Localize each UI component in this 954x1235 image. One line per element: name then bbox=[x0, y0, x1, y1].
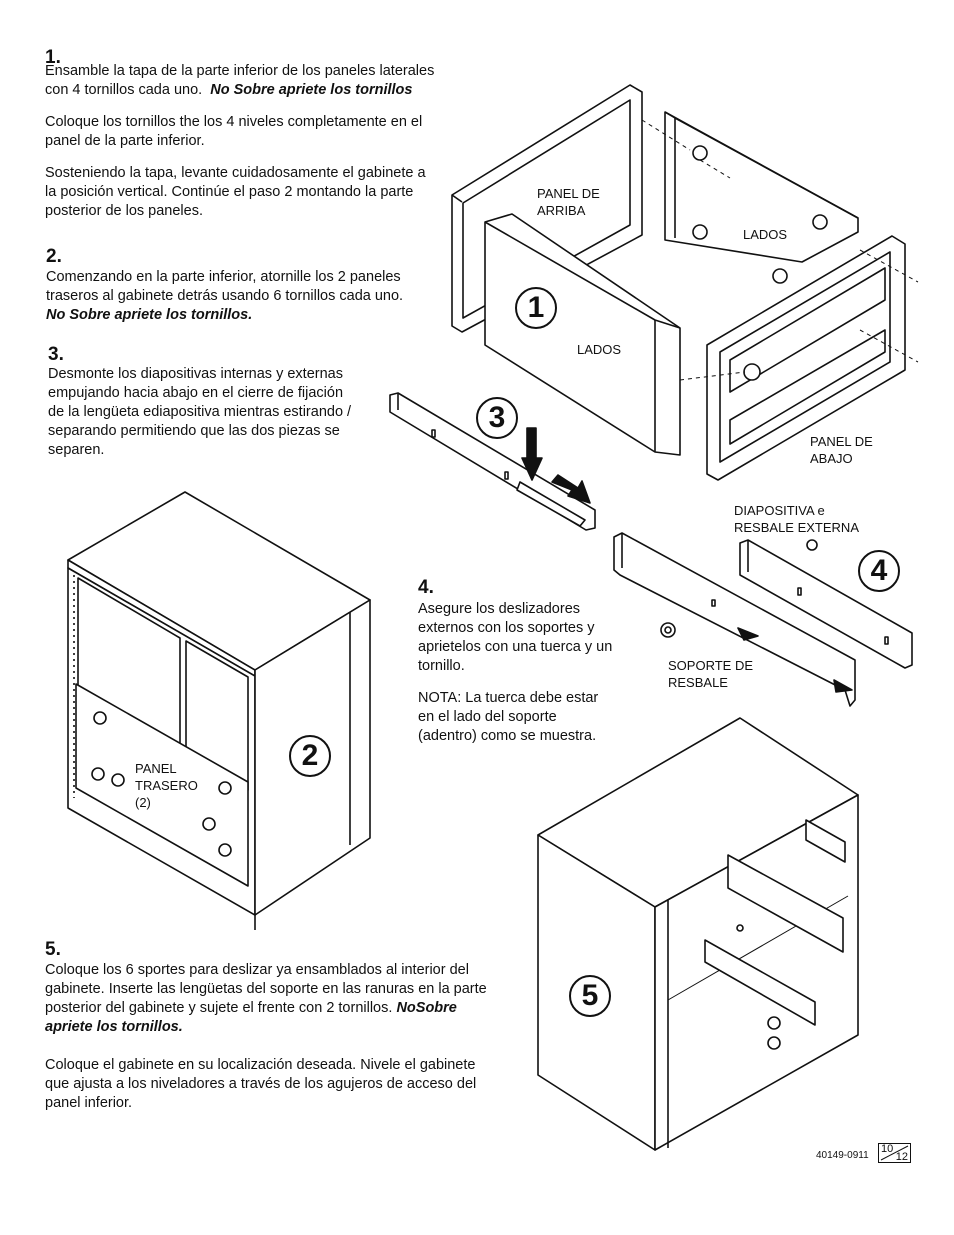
step-5-number: 5. bbox=[45, 939, 61, 960]
step-5-para-2: Coloque el gabinete en su localización deseada. Nivele el gabinete que ajusta a los niveladores a través de los agujeros de acceso del panel inferior. bbox=[45, 1057, 477, 1111]
step-4-para-2: NOTA: La tuerca debe estar en el lado del soporte (adentro) como se muestra. bbox=[418, 690, 599, 744]
step-1-para-3: Sosteniendo la tapa, levante cuidadosamente el gabinete a la posición vertical. Continúe el paso 2 montando la parte posterior de los paneles. bbox=[45, 165, 426, 219]
step-2-number: 2. bbox=[46, 246, 62, 267]
step-4-number: 4. bbox=[418, 577, 434, 598]
step-3-number: 3. bbox=[48, 344, 64, 365]
figure-circle-4: 4 bbox=[858, 550, 900, 592]
step-5-para-1: Coloque los 6 sportes para deslizar ya ensamblados al interior del gabinete. Inserte las lengüetas del soporte en las ranuras en la parte posterior del gabinete y sujete el frente con 2 tornillos. bbox=[45, 962, 487, 1016]
label-lados-right: LADOS bbox=[743, 227, 788, 242]
figure-circle-3: 3 bbox=[476, 397, 518, 439]
step-3-para-1: Desmonte los diapositivas internas y externas empujando hacia abajo en el cierre de fijación de la lengüeta ediapositiva mientras estirando / separando permitiendo que las dos piezas se separen. bbox=[48, 366, 352, 458]
page-total: 12 bbox=[895, 1151, 908, 1163]
figure-5-cabinet bbox=[538, 718, 858, 1150]
step-2-warning: No Sobre apriete los tornillos. bbox=[46, 307, 253, 323]
step-2-para-1: Comenzando en la parte inferior, atornille los 2 paneles traseros al gabinete detrás usando 6 tornillos cada uno. bbox=[46, 269, 404, 304]
figure-2-cabinet bbox=[68, 492, 370, 930]
step-1-para-2: Coloque los tornillos the los 4 niveles completamente en el panel de la parte inferior. bbox=[45, 114, 423, 149]
label-lados-left: LADOS bbox=[577, 342, 622, 357]
document-code: 40149-0911 bbox=[816, 1150, 869, 1161]
page-current: 10 bbox=[881, 1143, 894, 1155]
step-1-para-1: Ensamble la tapa de la parte inferior de los paneles laterales con 4 tornillos cada uno. bbox=[45, 63, 435, 98]
figure-circle-5: 5 bbox=[569, 975, 611, 1017]
figure-circle-1: 1 bbox=[515, 287, 557, 329]
label-soporte: SOPORTE DE RESBALE bbox=[668, 658, 754, 690]
step-5-warning: NoSobre apriete los tornillos. bbox=[45, 1000, 457, 1035]
label-panel-trasero: PANEL TRASERO (2) bbox=[135, 761, 198, 810]
label-panel-arriba: PANEL DE ARRIBA bbox=[537, 186, 600, 218]
label-diapositiva: DIAPOSITIVA e RESBALE EXTERNA bbox=[734, 503, 859, 535]
figure-1-bottom-panel bbox=[707, 236, 905, 480]
step-1-warning: No Sobre apriete los tornillos bbox=[210, 82, 413, 98]
label-panel-abajo: PANEL DE ABAJO bbox=[810, 434, 873, 466]
figure-circle-2: 2 bbox=[289, 735, 331, 777]
step-4-para-1: Asegure los deslizadores externos con los soportes y aprietelos con una tuerca y un tornillo. bbox=[418, 601, 613, 674]
step-1-number: 1. bbox=[45, 47, 61, 68]
page-number bbox=[878, 1143, 911, 1163]
